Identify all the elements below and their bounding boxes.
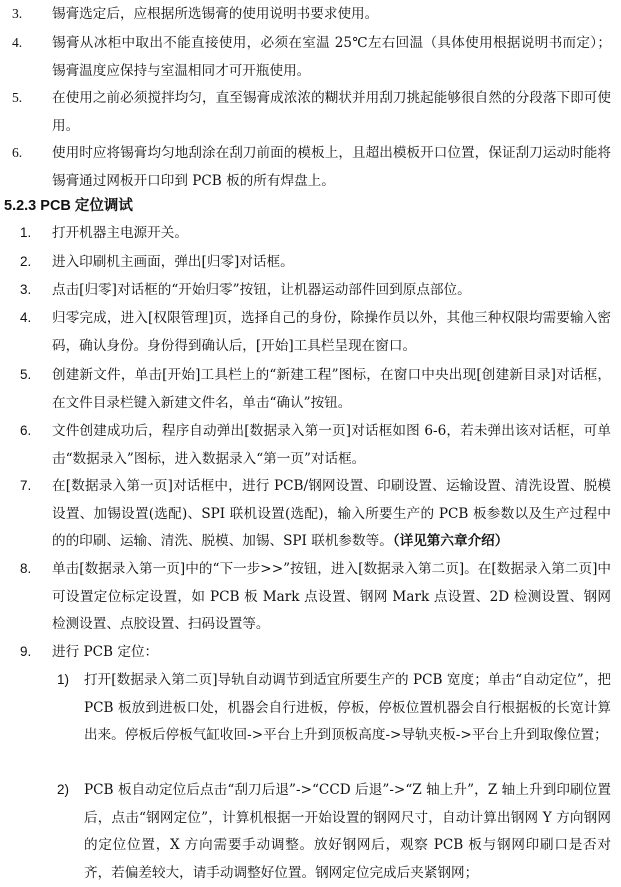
list-number: 3. <box>12 6 23 21</box>
list-text <box>52 473 611 556</box>
list-number: 2. <box>20 254 32 269</box>
section-heading: 5.2.3 PCB 定位调试 <box>4 198 133 214</box>
list-text: 创建新文件，单击[开始]工具栏上的“新建工程”图标，在窗口中央出现[创建新目录]对话框，在文件目录栏键入新建文件名，单击“确认”按钮。 <box>52 367 611 411</box>
list-number: 5. <box>20 367 32 382</box>
list-number: 6. <box>12 145 23 160</box>
list-text: 点击[归零]对话框的“开始归零”按钮，让机器运动部件回到原点部位。 <box>52 282 471 298</box>
list-text: 打开机器主电源开关。 <box>52 225 188 241</box>
list-text: 使用时应将锡膏均匀地刮涂在刮刀前面的模板上，且超出模板开口位置，保证刮刀运动时能将锡膏通过网板开口印到 PCB 板的所有焊盘上。 <box>52 145 611 189</box>
list-text: 在使用之前必须搅拌均匀，直至锡膏成浓浓的糊状并用刮刀挑起能够很自然的分段落下即可使用。 <box>52 90 611 134</box>
sub-list-number: 1) <box>57 672 70 687</box>
sub-list-number: 2) <box>57 782 70 797</box>
list-number: 4. <box>20 310 32 325</box>
list-number: 9. <box>20 644 32 659</box>
list-text: 文件创建成功后，程序自动弹出[数据录入第一页]对话框如图 6-6，若未弹出该对话框，可单击“数据录入”图标，进入数据录入“第一页”对话框。 <box>52 423 611 467</box>
list-text: 进入印刷机主画面，弹出[归零]对话框。 <box>52 254 294 270</box>
list-number: 4. <box>12 35 23 50</box>
list-text: 锡膏从冰柜中取出不能直接使用，必须在室温 25℃左右回温（具体使用根据说明书而定）；锡膏温度应保持与室温相同才可开瓶使用。 <box>52 35 611 79</box>
list-text: 锡膏选定后，应根据所选锡膏的使用说明书要求使用。 <box>52 6 379 22</box>
list-number: 3. <box>20 282 32 297</box>
list-text: 单击[数据录入第一页]中的“下一步>>”按钮，进入[数据录入第二页]。在[数据录入第二页]中可设置定位标定设置，如 PCB 板 Mark 点设置、钢网 Mark 点设置、2D 检测设置、钢网检测设置、点胶设置、扫码设置等。 <box>52 561 611 632</box>
list-text: 进行 PCB 定位： <box>52 644 159 660</box>
sub-list-text: PCB 板自动定位后点击“刮刀后退”->“CCD 后退”->“Z 轴上升”，Z 轴上升到印刷位置后，点击“钢网定位”，计算机根据一开始设置的钢网尺寸，自动计算出钢网 Y 方向钢网的定位位置，X 方向需要手动调整。放好钢网后，观察 PCB 板与钢网印刷口是否对齐，若偏差较大，请手动调整好位置。钢网定位完成后夹紧钢网； <box>84 782 611 881</box>
list-number: 8. <box>20 561 32 576</box>
list-number: 5. <box>12 90 23 105</box>
sub-list-text: 打开[数据录入第二页]导轨自动调节到适宜所要生产的 PCB 宽度；单击“自动定位”，把 PCB 板放到进板口处，机器会自行进板，停板，停板位置机器会自行根据板的长宽计算出来。停板后停板气缸收回->平台上升到顶板高度->导轨夹板->平台上升到取像位置； <box>84 672 611 743</box>
list-number: 7. <box>20 478 32 493</box>
chapter-reference-note: （详见第六章介绍） <box>392 533 509 549</box>
list-text: 归零完成，进入[权限管理]页，选择自己的身份，除操作员以外，其他三种权限均需要输入密码，确认身份。身份得到确认后，[开始]工具栏呈现在窗口。 <box>52 310 611 354</box>
list-number: 1. <box>20 225 32 240</box>
list-text-body: 在[数据录入第一页]对话框中，进行 PCB/钢网设置、印刷设置、运输设置、清洗设置、脱模设置、加锡设置(选配)、SPI 联机设置(选配)，输入所要生产的 PCB 板参数以及生产过程中的的印刷、运输、清洗、脱模、加锡、SPI 联机参数等。 <box>52 478 611 549</box>
list-number: 6. <box>20 423 32 438</box>
